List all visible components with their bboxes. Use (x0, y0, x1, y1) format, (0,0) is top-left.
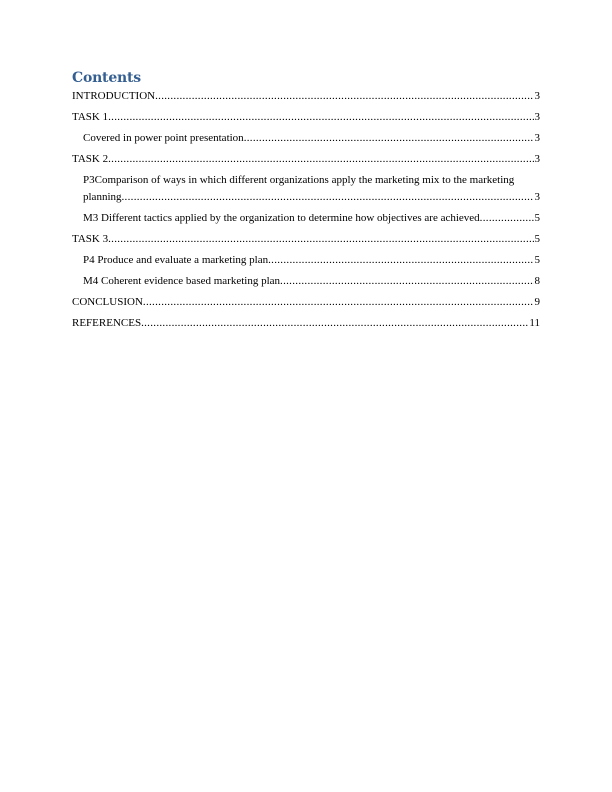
toc-leader-dots (244, 132, 534, 145)
toc-entry-label: Covered in power point presentation (83, 132, 244, 144)
toc-page-number: 11 (529, 317, 540, 329)
toc-page-number: 9 (534, 296, 540, 308)
toc-entry-p4-marketing-plan[interactable] (72, 254, 540, 267)
toc-leader-dots (122, 191, 534, 204)
toc-leader-dots (155, 90, 533, 103)
toc-entry-covered-in-presentation[interactable] (72, 132, 540, 145)
toc-leader-dots (280, 275, 533, 288)
toc-entry-label: TASK 3 (72, 233, 109, 245)
contents-heading: Contents (72, 70, 141, 86)
toc-entry-label: M3 Different tactics applied by the organization to determine how objectives are achieved (83, 212, 480, 224)
toc-entry-task-3[interactable] (72, 233, 540, 246)
toc-entry-label: TASK 1 (72, 111, 109, 123)
toc-page-number: 3 (534, 90, 540, 102)
toc-entry-label: REFERENCES (72, 317, 142, 329)
toc-entry-task-2[interactable] (72, 153, 540, 166)
toc-page-number: 3 (534, 132, 540, 144)
toc-page-number: 3 (534, 153, 540, 165)
toc-leader-dots (108, 233, 533, 246)
table-of-contents (72, 90, 540, 338)
toc-entry-label: M4 Coherent evidence based marketing plan (83, 275, 281, 287)
toc-leader-dots (108, 111, 533, 124)
toc-entry-m4-coherent-plan[interactable] (72, 275, 540, 288)
toc-entry-label: P4 Produce and evaluate a marketing plan (83, 254, 269, 266)
toc-page-number: 3 (534, 191, 540, 203)
toc-entry-task-1[interactable] (72, 111, 540, 124)
toc-entry-introduction[interactable] (72, 90, 540, 103)
toc-leader-dots (108, 153, 533, 166)
toc-entry-label: INTRODUCTION (72, 90, 156, 102)
toc-entry-conclusion[interactable] (72, 296, 540, 309)
toc-page-number: 5 (534, 233, 540, 245)
toc-entry-label-line1: P3Comparison of ways in which different organizations apply the marketing mix to the marketing (83, 174, 515, 186)
toc-leader-dots (480, 212, 534, 225)
toc-page-number: 5 (534, 212, 540, 224)
toc-leader-dots (143, 296, 534, 309)
toc-entry-label-line2: planning (83, 191, 122, 203)
toc-leader-dots (268, 254, 533, 267)
toc-page-number: 3 (534, 111, 540, 123)
toc-page-number: 8 (534, 275, 540, 287)
toc-page-number: 5 (534, 254, 540, 266)
toc-entry-label: CONCLUSION (72, 296, 143, 308)
toc-leader-dots (141, 317, 528, 330)
toc-entry-m3-tactics[interactable] (72, 212, 540, 225)
toc-entry-label: TASK 2 (72, 153, 109, 165)
toc-entry-p3-comparison[interactable] (72, 174, 540, 204)
toc-entry-references[interactable] (72, 317, 540, 330)
